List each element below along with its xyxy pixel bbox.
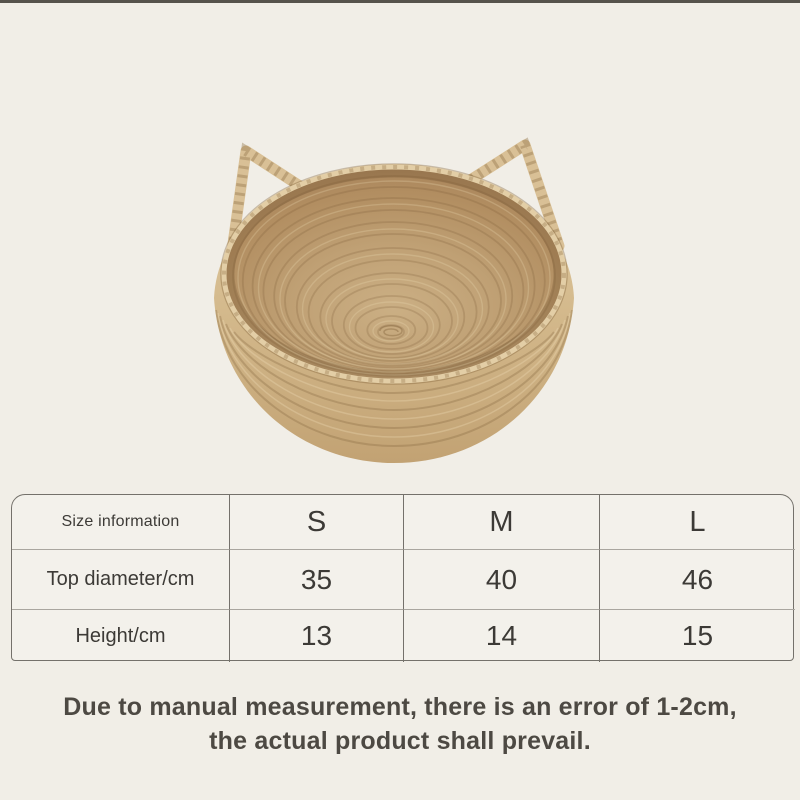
measurement-note [0,690,800,758]
size-header-s: S [229,495,403,549]
top-border-strip [0,0,800,3]
size-table-corner-label: Size information [61,513,180,530]
height-s: 13 [229,609,403,662]
size-header-l: L [599,495,795,549]
top-diameter-m: 40 [403,549,599,609]
height-l: 15 [599,609,795,662]
measurement-note-line1: Due to manual measurement, there is an error of 1-2cm, [63,693,737,721]
top-diameter-s: 35 [229,549,403,609]
height-m: 14 [403,609,599,662]
row-label-top-diameter: Top diameter/cm [12,549,229,609]
measurement-note-line2: the actual product shall prevail. [209,727,591,755]
top-diameter-l: 46 [599,549,795,609]
size-header-m: M [403,495,599,549]
size-table [11,494,794,661]
product-photo [158,118,638,488]
row-label-height: Height/cm [12,609,229,662]
